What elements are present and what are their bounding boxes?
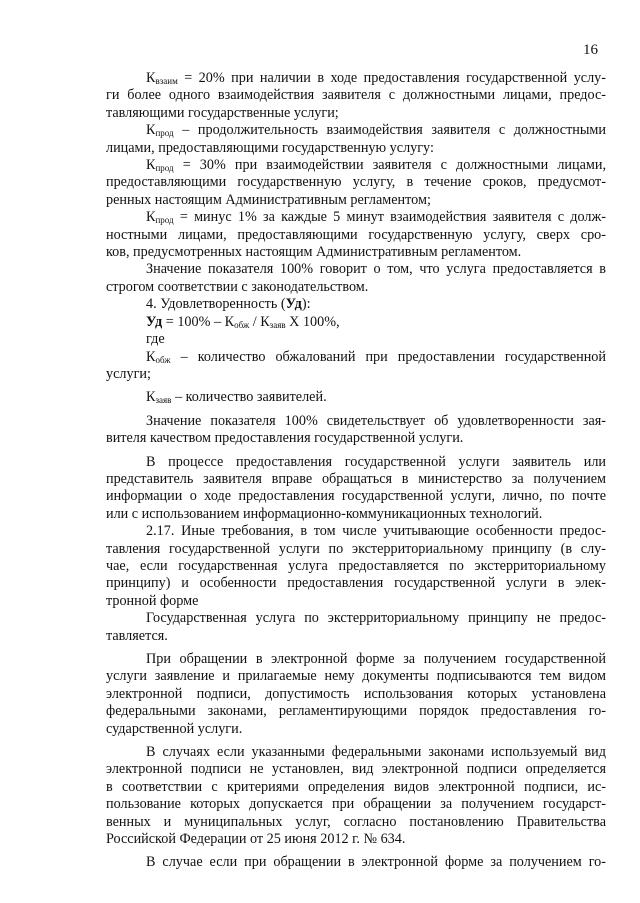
text-line: сударственной услуги. (106, 720, 243, 737)
value-100-paragraph (106, 261, 606, 296)
k-obzh-paragraph (106, 349, 606, 384)
symbol: К (146, 209, 156, 226)
text-line: принципу) и особенности предоставления государственной услуги в элек- (106, 575, 606, 592)
process-paragraph (106, 454, 606, 524)
text-line: электронной подписи не установлен, вид электронной подписи определяется (106, 761, 606, 778)
symbol-subscript: прод (155, 215, 174, 226)
text-line: Значение показателя 100% говорит о том, что услуга предоставляется в (146, 261, 606, 278)
text-line: Государственная услуга по экстерриториальному принципу не предос- (146, 610, 606, 627)
symbol-subscript: обж (155, 354, 171, 365)
page-number: 16 (583, 42, 598, 58)
text-line: тавления государственной услуги по экстерриториальному принципу (в слу- (106, 540, 606, 557)
symbol-subscript: обж (234, 319, 250, 330)
text-line: В случае если при обращении в электронной форме за получением го- (146, 854, 606, 871)
text-line: ренных настоящим Административным регламентом; (106, 191, 431, 208)
text-line: лицами, предоставляющими государственную услугу: (106, 139, 434, 156)
bold-text: Уд (285, 296, 302, 313)
text-line: тавляющими государственные услуги; (106, 104, 339, 121)
text-line: или с использованием информационно-коммуникационных технологий. (106, 505, 543, 522)
text: = 100% – К (162, 313, 235, 330)
text-line: Российской Федерации от 25 июня 2012 г. № 634. (106, 831, 406, 848)
text-line: строгом соответствии с законодательством. (106, 278, 369, 295)
text-line: тронной форме (106, 592, 199, 609)
satisfaction-heading (106, 296, 606, 313)
text-line: представитель заявителя вправе обращаться в министерство за получением (106, 470, 606, 487)
extraterritorial-paragraph (106, 610, 606, 645)
text: 4. Удовлетворенность ( (146, 296, 286, 313)
signature-cases-paragraph (106, 744, 606, 848)
symbol-subscript: прод (155, 128, 174, 139)
text-line: электронной подписи, допустимость использования которых установлена (106, 685, 606, 702)
k-prod-definition-paragraph (106, 122, 606, 157)
text-line: вителя качеством предоставления государственной услуги. (106, 430, 464, 447)
k-prod-30-paragraph (106, 157, 606, 209)
symbol: К (146, 122, 156, 139)
text-line: венных и муниципальных услуг, согласно постановлению Правительства (106, 813, 606, 830)
text: Х 100%, (285, 313, 340, 330)
document-body (106, 70, 606, 872)
text: = 20% при наличии в ходе предоставления государственной услу- (177, 70, 606, 86)
text: – количество заявителей. (171, 389, 327, 406)
text: ): (301, 296, 311, 313)
text-line: пользование которых допускается при обращении за получением государст- (106, 796, 606, 813)
symbol-subscript: заяв (269, 319, 286, 330)
text-line: услуги заявление и прилагаемые нему документы подписываются тем видом (106, 668, 606, 685)
section-2-17-heading (106, 523, 606, 610)
text-line: Значение показателя 100% свидетельствует об удовлетворенности зая- (146, 412, 606, 429)
symbol-subscript: взаим (155, 76, 178, 86)
symbol: К (146, 70, 156, 86)
text-line: предоставляющими государственную услугу, в течение сроков, предусмот- (106, 174, 606, 191)
symbol-subscript: прод (155, 163, 174, 174)
satisfaction-formula (106, 314, 606, 331)
symbol: К (146, 389, 156, 406)
where-label: где (146, 331, 165, 348)
value-satisfaction-paragraph (106, 413, 606, 448)
k-prod-minus-paragraph (106, 209, 606, 261)
text-line: в соответствии с критериями определения видов электронной подписи, ис- (106, 778, 606, 795)
text-line: 2.17. Иные требования, в том числе учитывающие особенности предос- (146, 523, 606, 540)
text: – количество обжалований при предоставлении государственной (170, 348, 606, 365)
text: – продолжительность взаимодействия заявителя с должностными (173, 122, 606, 139)
text-line: При обращении в электронной форме за получением государственной (146, 651, 606, 667)
text: = 30% при взаимодействии заявителя с должностными лицами, (173, 157, 606, 174)
text-line: ков, предусмотренных настоящим Административным регламентом. (106, 244, 522, 261)
k-zayav-paragraph (106, 389, 606, 406)
k-vzaim-paragraph (106, 70, 606, 122)
text: / К (249, 313, 270, 330)
text-line: информации о ходе предоставления государственной услуги, лично, по почте (106, 488, 606, 505)
text-line: чае, если государственная услуга предоставляется по экстерриториальному (106, 557, 606, 574)
text-line: ностными лицами, предоставляющими государственную услугу, сверх сро- (106, 226, 606, 243)
text-line: услуги; (106, 365, 151, 382)
last-paragraph (106, 854, 606, 871)
symbol-subscript: заяв (155, 395, 172, 406)
electronic-form-paragraph (106, 651, 606, 738)
text-line: федеральными законами, регламентирующими порядок предоставления го- (106, 703, 606, 720)
bold-text: Уд (146, 313, 163, 330)
text: = минус 1% за каждые 5 минут взаимодействия заявителя с долж- (173, 209, 606, 226)
text-line: ги более одного взаимодействия заявителя с должностными лицами, предос- (106, 87, 606, 104)
text-line: В процессе предоставления государственной услуги заявитель или (146, 453, 606, 470)
text-line: В случаях если указанными федеральными законами используемый вид (146, 744, 606, 761)
text-line: тавляется. (106, 627, 168, 644)
symbol: К (146, 157, 156, 174)
symbol: К (146, 348, 156, 365)
